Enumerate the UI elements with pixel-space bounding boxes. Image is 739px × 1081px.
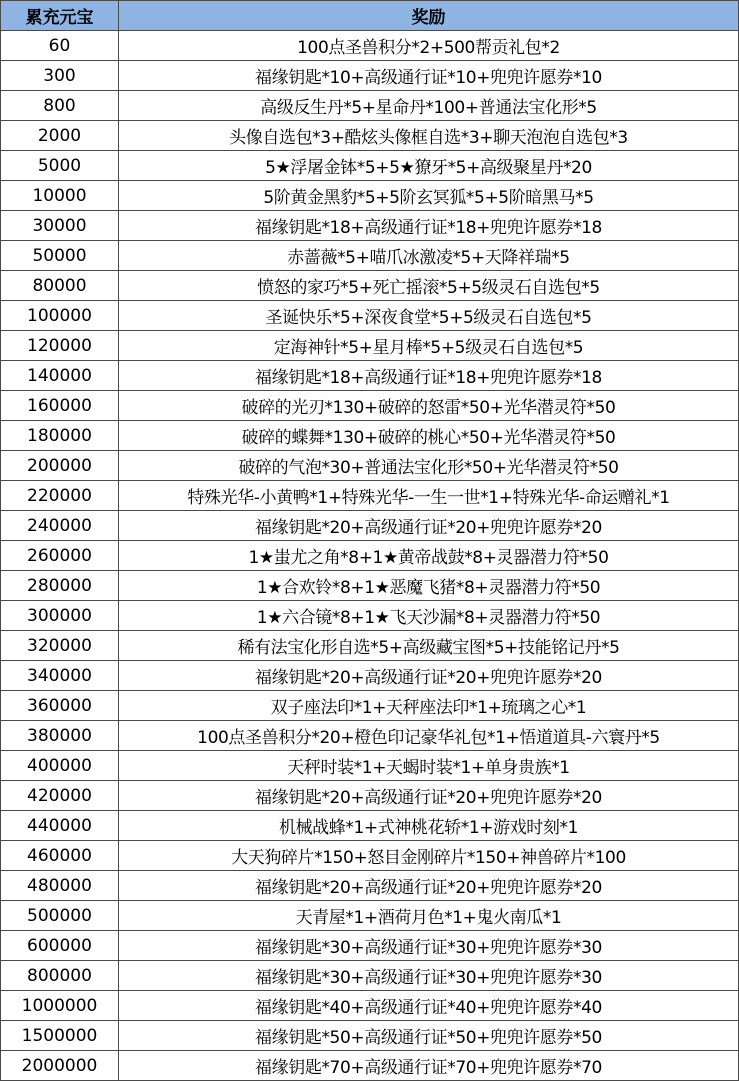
cell-amount: 160000 (1, 391, 119, 421)
cell-amount: 260000 (1, 541, 119, 571)
cell-reward: 1★蚩尤之角*8+1★黄帝战鼓*8+灵器潜力符*50 (119, 541, 739, 571)
cell-amount: 240000 (1, 511, 119, 541)
table-row (1, 1051, 739, 1081)
cell-amount: 140000 (1, 361, 119, 391)
table-row (1, 691, 739, 721)
cell-amount: 440000 (1, 811, 119, 841)
cell-reward: 100点圣兽积分*20+橙色印记豪华礼包*1+悟道道具-六寰丹*5 (119, 721, 739, 751)
cell-reward: 大天狗碎片*150+怒目金刚碎片*150+神兽碎片*100 (119, 841, 739, 871)
table-row (1, 151, 739, 181)
table-row (1, 811, 739, 841)
table-row (1, 211, 739, 241)
table-row (1, 931, 739, 961)
table-row (1, 571, 739, 601)
cell-amount: 80000 (1, 271, 119, 301)
header-reward: 奖励 (119, 1, 739, 31)
cell-reward: 福缘钥匙*20+高级通行证*20+兜兜许愿券*20 (119, 511, 739, 541)
table-row (1, 61, 739, 91)
cell-amount: 10000 (1, 181, 119, 211)
cell-reward: 天青屋*1+酒荷月色*1+鬼火南瓜*1 (119, 901, 739, 931)
cell-reward: 破碎的光刃*130+破碎的怒雷*50+光华潜灵符*50 (119, 391, 739, 421)
cell-reward: 福缘钥匙*10+高级通行证*10+兜兜许愿券*10 (119, 61, 739, 91)
cell-amount: 320000 (1, 631, 119, 661)
table-row (1, 391, 739, 421)
cell-reward: 天秤时装*1+天蝎时装*1+单身贵族*1 (119, 751, 739, 781)
cell-amount: 2000000 (1, 1051, 119, 1081)
table-body (1, 31, 739, 1081)
table-row (1, 271, 739, 301)
table-row (1, 961, 739, 991)
table-row (1, 661, 739, 691)
cell-amount: 480000 (1, 871, 119, 901)
cell-amount: 60 (1, 31, 119, 61)
cell-amount: 180000 (1, 421, 119, 451)
cell-amount: 380000 (1, 721, 119, 751)
cell-reward: 定海神针*5+星月棒*5+5级灵石自选包*5 (119, 331, 739, 361)
cell-reward: 福缘钥匙*70+高级通行证*70+兜兜许愿券*70 (119, 1051, 739, 1081)
cell-amount: 300 (1, 61, 119, 91)
cell-reward: 福缘钥匙*20+高级通行证*20+兜兜许愿券*20 (119, 661, 739, 691)
cell-amount: 280000 (1, 571, 119, 601)
cell-reward: 福缘钥匙*30+高级通行证*30+兜兜许愿券*30 (119, 961, 739, 991)
table-row (1, 421, 739, 451)
cell-reward: 福缘钥匙*18+高级通行证*18+兜兜许愿券*18 (119, 211, 739, 241)
cell-reward: 双子座法印*1+天秤座法印*1+琉璃之心*1 (119, 691, 739, 721)
table-row (1, 631, 739, 661)
cell-reward: 高级反生丹*5+星命丹*100+普通法宝化形*5 (119, 91, 739, 121)
table-row (1, 301, 739, 331)
cell-amount: 360000 (1, 691, 119, 721)
table-row (1, 841, 739, 871)
cell-reward: 1★合欢铃*8+1★恶魔飞猪*8+灵器潜力符*50 (119, 571, 739, 601)
table-row (1, 781, 739, 811)
table-row (1, 481, 739, 511)
cell-amount: 1000000 (1, 991, 119, 1021)
table-row (1, 1021, 739, 1051)
header-row (1, 1, 739, 31)
cell-reward: 5阶黄金黑豹*5+5阶玄冥狐*5+5阶暗黑马*5 (119, 181, 739, 211)
table-row (1, 901, 739, 931)
cell-reward: 福缘钥匙*50+高级通行证*50+兜兜许愿券*50 (119, 1021, 739, 1051)
table-row (1, 361, 739, 391)
cell-reward: 100点圣兽积分*2+500帮贡礼包*2 (119, 31, 739, 61)
cell-reward: 圣诞快乐*5+深夜食堂*5+5级灵石自选包*5 (119, 301, 739, 331)
table-row (1, 91, 739, 121)
cell-amount: 300000 (1, 601, 119, 631)
cell-amount: 120000 (1, 331, 119, 361)
table-row (1, 181, 739, 211)
cell-amount: 500000 (1, 901, 119, 931)
cell-amount: 50000 (1, 241, 119, 271)
cell-reward: 愤怒的家巧*5+死亡摇滚*5+5级灵石自选包*5 (119, 271, 739, 301)
table-row (1, 601, 739, 631)
cell-reward: 5★浮屠金钵*5+5★獠牙*5+高级聚星丹*20 (119, 151, 739, 181)
table-row (1, 31, 739, 61)
cell-amount: 30000 (1, 211, 119, 241)
header-amount: 累充元宝 (1, 1, 119, 31)
cell-amount: 420000 (1, 781, 119, 811)
cell-amount: 220000 (1, 481, 119, 511)
cell-amount: 340000 (1, 661, 119, 691)
cell-amount: 200000 (1, 451, 119, 481)
cell-amount: 460000 (1, 841, 119, 871)
table-row (1, 241, 739, 271)
cell-reward: 福缘钥匙*20+高级通行证*20+兜兜许愿券*20 (119, 781, 739, 811)
cell-amount: 800 (1, 91, 119, 121)
table-row (1, 121, 739, 151)
cell-amount: 600000 (1, 931, 119, 961)
cell-reward: 1★六合镜*8+1★飞天沙漏*8+灵器潜力符*50 (119, 601, 739, 631)
cell-reward: 破碎的气泡*30+普通法宝化形*50+光华潜灵符*50 (119, 451, 739, 481)
cell-reward: 特殊光华-小黄鸭*1+特殊光华-一生一世*1+特殊光华-命运赠礼*1 (119, 481, 739, 511)
table-row (1, 511, 739, 541)
table-row (1, 451, 739, 481)
cell-reward: 福缘钥匙*30+高级通行证*30+兜兜许愿券*30 (119, 931, 739, 961)
cell-amount: 1500000 (1, 1021, 119, 1051)
cell-reward: 头像自选包*3+酷炫头像框自选*3+聊天泡泡自选包*3 (119, 121, 739, 151)
cell-amount: 100000 (1, 301, 119, 331)
table-row (1, 541, 739, 571)
cell-amount: 400000 (1, 751, 119, 781)
cell-reward: 福缘钥匙*18+高级通行证*18+兜兜许愿券*18 (119, 361, 739, 391)
table-row (1, 751, 739, 781)
table-row (1, 331, 739, 361)
cell-reward: 福缘钥匙*40+高级通行证*40+兜兜许愿券*40 (119, 991, 739, 1021)
cell-reward: 破碎的蝶舞*130+破碎的桃心*50+光华潜灵符*50 (119, 421, 739, 451)
cell-reward: 稀有法宝化形自选*5+高级藏宝图*5+技能铭记丹*5 (119, 631, 739, 661)
cell-amount: 800000 (1, 961, 119, 991)
table-row (1, 721, 739, 751)
cell-reward: 机械战蜂*1+式神桃花轿*1+游戏时刻*1 (119, 811, 739, 841)
cell-reward: 赤蔷薇*5+喵爪冰激凌*5+天降祥瑞*5 (119, 241, 739, 271)
cell-reward: 福缘钥匙*20+高级通行证*20+兜兜许愿券*20 (119, 871, 739, 901)
table-row (1, 991, 739, 1021)
cell-amount: 2000 (1, 121, 119, 151)
cell-amount: 5000 (1, 151, 119, 181)
table-row (1, 871, 739, 901)
